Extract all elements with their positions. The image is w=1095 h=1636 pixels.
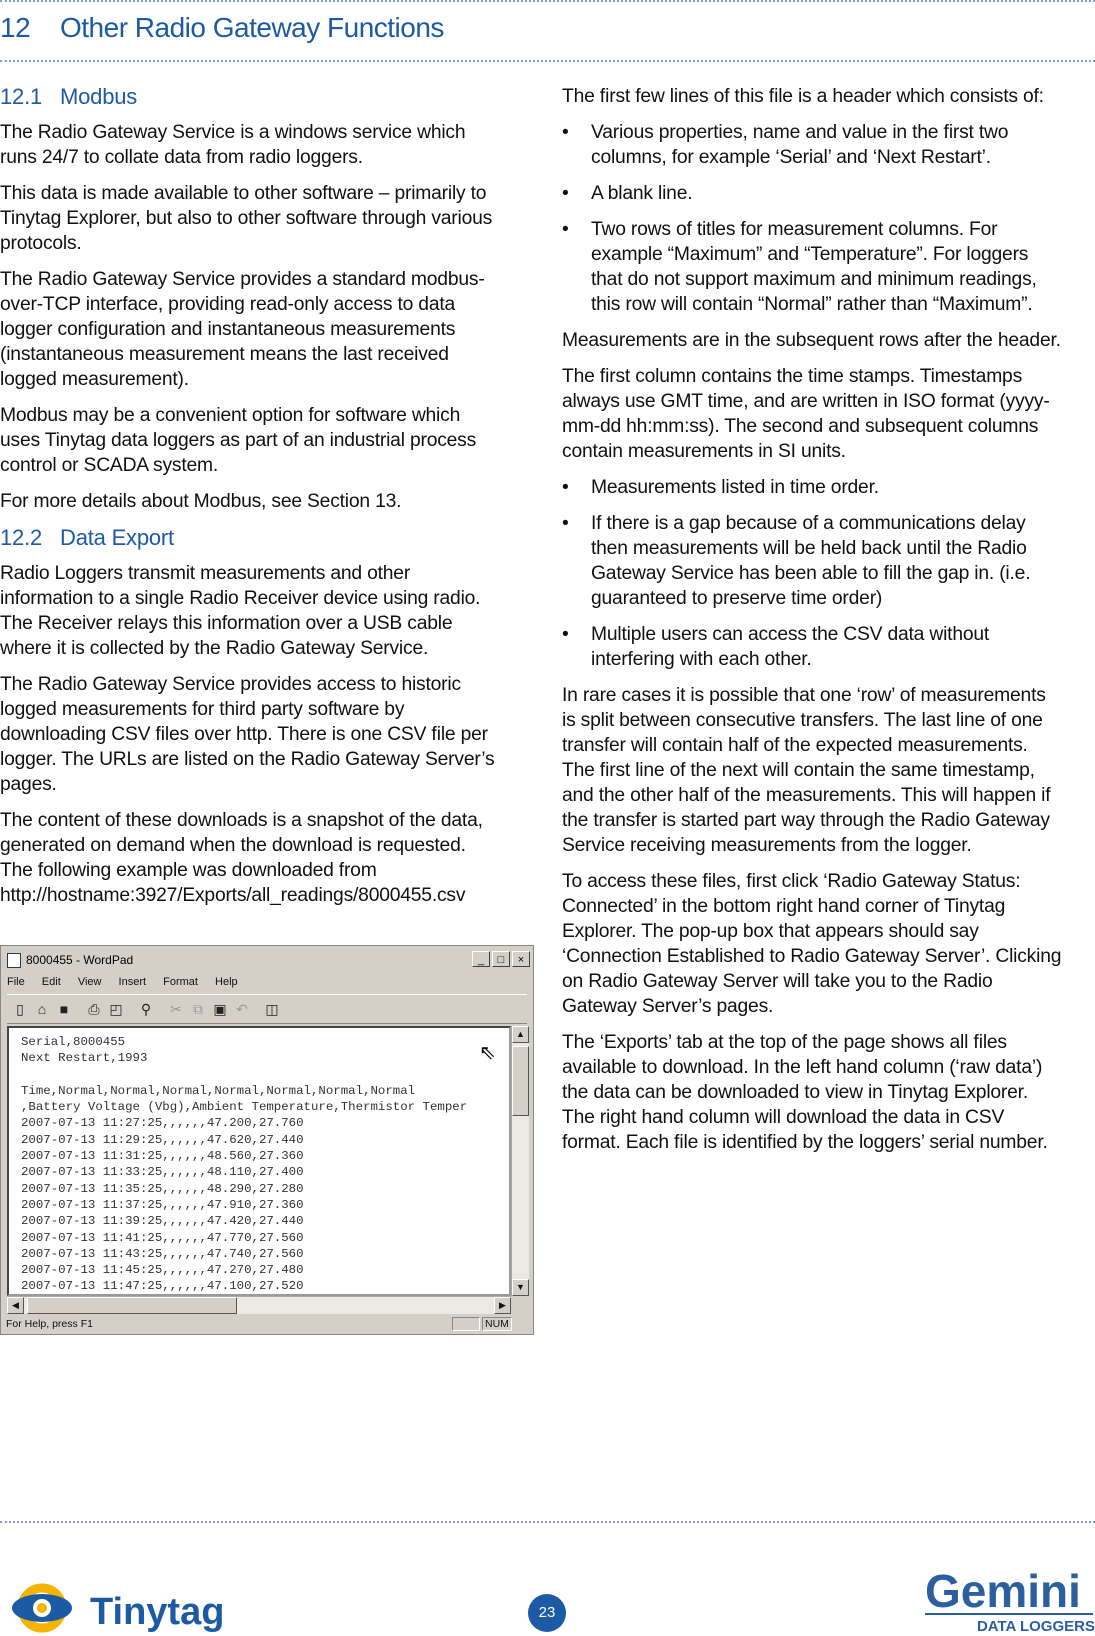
wordpad-app-icon	[7, 953, 21, 968]
menu-file[interactable]: File	[7, 976, 25, 988]
chapter-heading	[0, 12, 444, 44]
paragraph: The content of these downloads is a snapshot of the data, generated on demand when the download is requested. The following example was downloaded from http://hostname:3927/Exports/all_readings/8000455.csv	[0, 810, 483, 906]
undo-icon[interactable]: ↶	[236, 1001, 248, 1017]
gemini-subtitle: DATA LOGGERS	[976, 1618, 1095, 1633]
horizontal-scroll-thumb[interactable]	[27, 1297, 237, 1314]
tinytag-mark-icon	[12, 1588, 72, 1628]
paragraph: Measurements are in the subsequent rows after the header.	[562, 330, 1061, 351]
page-number: 23	[528, 1594, 566, 1632]
menu-view[interactable]: View	[77, 976, 102, 988]
vertical-scrollbar[interactable]	[511, 1026, 529, 1296]
paste-icon[interactable]: ▣	[213, 1001, 227, 1017]
section-heading-data-export	[0, 525, 500, 551]
chapter-title: Other Radio Gateway Functions	[60, 12, 444, 43]
paragraph: The ﬁrst few lines of this ﬁle is a header which consists of:	[562, 86, 1044, 107]
gemini-wordmark: Gemini	[925, 1565, 1081, 1617]
list-item: • A blank line.	[562, 181, 1062, 206]
csv-content: Serial,8000455 Next Restart,1993 Time,Normal,Normal,Normal,Normal,Normal,Normal,Normal ,Battery Voltage (Vbg),Ambient Temperature,Thermistor Temper 2007-07-13 11:27:25,,,,,,47.200,27.760 2007-07-13 11:29:25,,,,,,47.620,27.440 2007-07-13 11:31:25,,,,,,48.560,27.360 2007-07-13 11:33:25,,,,,,48.110,27.400 2007-07-13 11:35:25,,,,,,48.290,27.280 2007-07-13 11:37:25,,,,,,47.910,27.360 2007-07-13 11:39:25,,,,,,47.420,27.440 2007-07-13 11:41:25,,,,,,47.770,27.560 2007-07-13 11:43:25,,,,,,47.740,27.560 2007-07-13 11:45:25,,,,,,47.270,27.480 2007-07-13 11:47:25,,,,,,47.100,27.520	[21, 1035, 468, 1294]
find-icon[interactable]: ⚲	[140, 1001, 152, 1017]
new-document-icon[interactable]: ▯	[16, 1001, 24, 1017]
tinytag-logo	[2, 1580, 242, 1636]
status-text: For Help, press F1	[6, 1318, 93, 1330]
wordpad-titlebar	[4, 949, 530, 971]
maximize-icon[interactable]: □	[492, 951, 510, 967]
paragraph: The Radio Gateway Service is a windows service which runs 24/7 to collate data from radio loggers.	[0, 122, 466, 168]
paragraph: In rare cases it is possible that one ‘row’ of measurements is split between consecutive transfers. The last line of one transfer will contain half of the expected measurements. The ﬁrst line of the next will contain the same timestamp, and the other half of the measurements. This will happen if the transfer is started part way through the Radio Gateway Service receiving measurements from the logger.	[562, 685, 1051, 856]
paragraph: To access these ﬁles, ﬁrst click ‘Radio Gateway Status: Connected’ in the bottom right hand corner of Tinytag Explorer. The pop-up box that appears should say ‘Connection Established to Radio Gateway Server’. Clicking on Radio Gateway Server will take you to the Radio Gateway Server’s pages.	[562, 871, 1062, 1017]
wordpad-menubar	[7, 972, 252, 992]
tinytag-wordmark: Tinytag	[90, 1591, 225, 1633]
section-title: Modbus	[60, 84, 138, 109]
list-item: • If there is a gap because of a communications delay then measurements will be held back until the Radio Gateway Service has been able to ﬁll the gap in. (i.e. guaranteed to preserve time order)	[562, 511, 1062, 611]
copy-icon[interactable]: ⧉	[193, 1001, 203, 1017]
section-title: Data Export	[60, 525, 174, 550]
scroll-down-icon[interactable]: ▼	[512, 1279, 529, 1296]
wordpad-window	[0, 945, 534, 1335]
wordpad-statusbar	[4, 1315, 530, 1333]
section-number: 12.2	[0, 525, 43, 550]
insert-datetime-icon[interactable]: ◫	[265, 1001, 279, 1017]
paragraph: This data is made available to other software – primarily to Tinytag Explorer, but also to other software through various protocols.	[0, 183, 493, 254]
gemini-logo	[925, 1565, 1095, 1633]
footer-rule	[0, 1521, 1095, 1523]
section-heading-modbus	[0, 84, 500, 110]
list-item: • Measurements listed in time order.	[562, 475, 1062, 500]
paragraph: For more details about Modbus, see Section 13.	[0, 491, 402, 512]
top-rule	[0, 0, 1095, 2]
wordpad-title: 8000455 - WordPad	[26, 953, 134, 967]
header-bullets	[562, 120, 1062, 317]
left-column	[0, 84, 500, 919]
scroll-left-icon[interactable]: ◀	[7, 1297, 24, 1314]
paragraph: The ‘Exports’ tab at the top of the page shows all ﬁles available to download. In the left hand column (‘raw data’) the data can be downloaded to view in Tinytag Explorer. The right hand column will download the data in CSV format. Each ﬁle is identiﬁed by the loggers’ serial number.	[562, 1032, 1048, 1153]
print-preview-icon[interactable]: ◰	[109, 1001, 123, 1017]
paragraph: The Radio Gateway Service provides access to historic logged measurements for third party software by downloading CSV ﬁles over http. There is one CSV ﬁle per logger. The URLs are listed on the Radio Gateway Server’s pages.	[0, 674, 495, 795]
scroll-up-icon[interactable]: ▲	[512, 1026, 529, 1043]
close-icon[interactable]: ×	[512, 951, 530, 967]
list-item: • Two rows of titles for measurement columns. For example “Maximum” and “Temperature”. For loggers that do not support maximum and minimum readings, this row will contain “Normal” rather than “Maximum”.	[562, 217, 1062, 317]
paragraph: Modbus may be a convenient option for software which uses Tinytag data loggers as part of an industrial process control or SCADA system.	[0, 405, 477, 476]
list-item: • Various properties, name and value in the ﬁrst two columns, for example ‘Serial’ and ‘Next Restart’.	[562, 120, 1062, 170]
measurement-bullets	[562, 475, 1062, 672]
minimize-icon[interactable]: _	[472, 951, 490, 967]
num-lock-indicator: NUM	[482, 1317, 512, 1331]
menu-help[interactable]: Help	[215, 976, 238, 988]
menu-insert[interactable]: Insert	[118, 976, 147, 988]
menu-edit[interactable]: Edit	[41, 976, 61, 988]
cut-icon[interactable]: ✂	[170, 1001, 182, 1017]
chapter-number: 12	[0, 12, 31, 43]
vertical-scroll-thumb[interactable]	[512, 1046, 529, 1116]
wordpad-toolbar	[7, 994, 527, 1024]
open-folder-icon[interactable]: ⌂	[37, 1001, 47, 1017]
horizontal-scrollbar[interactable]	[7, 1296, 511, 1314]
scroll-right-icon[interactable]: ▶	[494, 1297, 511, 1314]
paragraph: The ﬁrst column contains the time stamps. Timestamps always use GMT time, and are written in ISO format (yyyy-mm-dd hh:mm:ss). The second and subsequent columns contain measurements in SI units.	[562, 366, 1050, 462]
print-icon[interactable]: ⎙	[88, 1001, 100, 1017]
right-column	[562, 84, 1062, 1166]
header-rule	[0, 60, 1095, 62]
window-controls	[470, 951, 530, 973]
paragraph: The Radio Gateway Service provides a standard modbus-over-TCP interface, providing read-only access to data logger conﬁguration and instantaneous measurements (instantaneous measurement means the last received logged measurement).	[0, 269, 485, 390]
wordpad-document[interactable]	[7, 1026, 511, 1296]
menu-format[interactable]: Format	[163, 976, 198, 988]
save-icon[interactable]: ■	[59, 1001, 69, 1017]
paragraph: Radio Loggers transmit measurements and other information to a single Radio Receiver device using radio. The Receiver relays this information over a USB cable where it is collected by the Radio Gateway Service.	[0, 563, 481, 659]
mouse-pointer-icon: ⇖	[479, 1042, 496, 1064]
list-item: • Multiple users can access the CSV data without interfering with each other.	[562, 622, 1062, 672]
status-pane	[452, 1317, 480, 1331]
section-number: 12.1	[0, 84, 43, 109]
